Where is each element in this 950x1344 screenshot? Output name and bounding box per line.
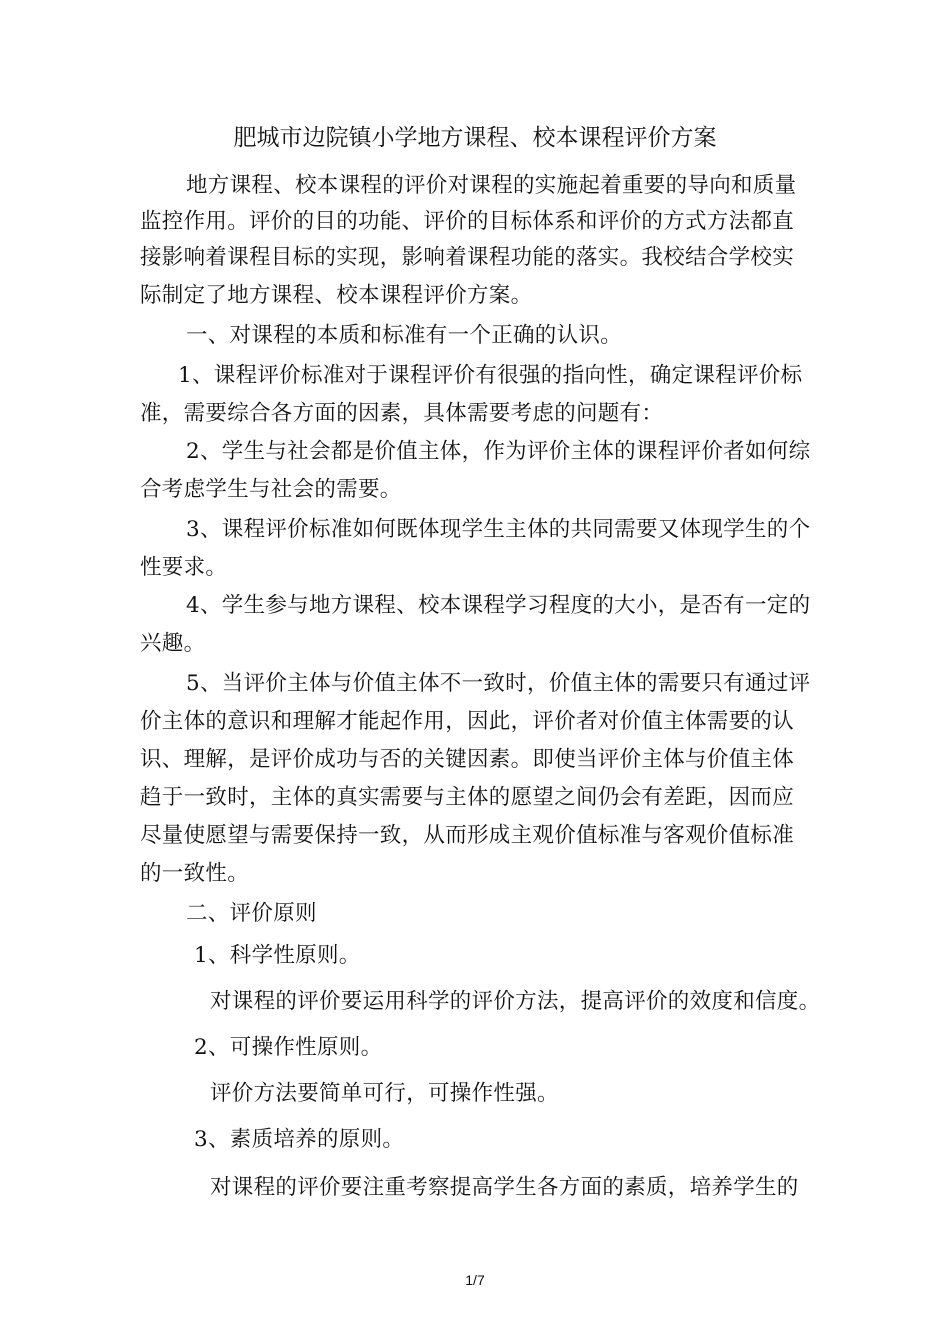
subsection-heading: 3、素质培养的原则。 [194,1127,405,1152]
paragraph-line: 兴趣。 [140,631,206,656]
paragraph-line: 评价方法要简单可行，可操作性强。 [210,1081,559,1106]
paragraph-line: 准，需要综合各方面的因素，具体需要考虑的问题有： [140,401,664,426]
section-heading: 一、对课程的本质和标准有一个正确的认识。 [186,323,623,348]
paragraph-line: 对课程的评价要运用科学的评价方法，提高评价的效度和信度。 [210,989,821,1014]
paragraph-line: 5、当评价主体与价值主体不一致时，价值主体的需要只有通过评 [186,671,811,696]
paragraph-line: 价主体的意识和理解才能起作用，因此，评价者对价值主体需要的认 [140,709,795,734]
paragraph-line: 尽量使愿望与需要保持一致，从而形成主观价值标准与客观价值标准 [140,823,795,848]
paragraph-line: 合考虑学生与社会的需要。 [140,477,402,502]
paragraph-line: 3、课程评价标准如何既体现学生主体的共同需要又体现学生的个 [186,517,811,542]
paragraph-line: 2、学生与社会都是价值主体，作为评价主体的课程评价者如何综 [186,439,811,464]
paragraph-line: 4、学生参与地方课程、校本课程学习程度的大小，是否有一定的 [186,593,811,618]
paragraph-line: 识、理解，是评价成功与否的关键因素。即使当评价主体与价值主体 [140,747,795,772]
subsection-heading: 1、科学性原则。 [194,943,361,968]
paragraph-line: 1、课程评价标准对于课程评价有很强的指向性，确定课程评价标 [178,363,803,388]
paragraph-line: 际制定了地方课程、校本课程评价方案。 [140,283,533,308]
paragraph-line: 的一致性。 [140,861,250,886]
document-title: 肥城市边院镇小学地方课程、校本课程评价方案 [233,125,717,151]
subsection-heading: 2、可操作性原则。 [194,1035,383,1060]
section-heading: 二、评价原则 [186,901,317,926]
paragraph-line: 地方课程、校本课程的评价对课程的实施起着重要的导向和质量 [186,173,797,198]
paragraph-line: 接影响着课程目标的实现，影响着课程功能的落实。我校结合学校实 [140,245,795,270]
paragraph-line: 趋于一致时，主体的真实需要与主体的愿望之间仍会有差距，因而应 [140,785,795,810]
paragraph-line: 监控作用。评价的目的功能、评价的目标体系和评价的方式方法都直 [140,209,795,234]
paragraph-line: 对课程的评价要注重考察提高学生各方面的素质，培养学生的 [210,1175,799,1200]
paragraph-line: 性要求。 [140,555,228,580]
page-number: 1/7 [465,1272,485,1288]
